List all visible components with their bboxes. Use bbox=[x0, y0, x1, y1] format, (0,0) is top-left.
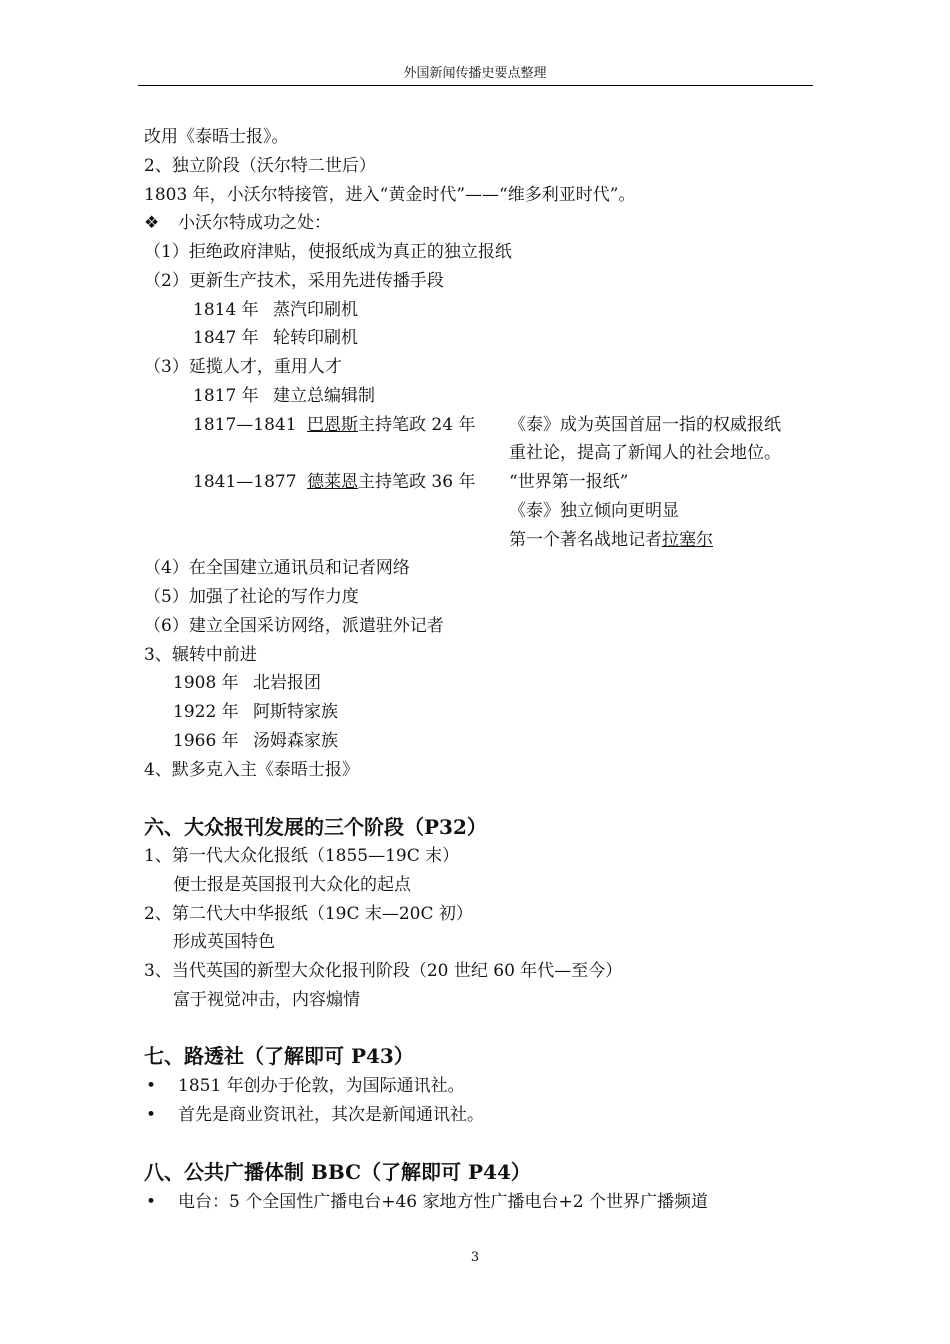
list-item: 首先是商业资讯社，其次是新闻通讯社。 bbox=[178, 1105, 484, 1125]
note-text: 第一个著名战地记者 bbox=[509, 530, 662, 550]
text-line: 便士报是英国报刊大众化的起点 bbox=[173, 875, 411, 895]
text-line: 改用《泰晤士报》。 bbox=[144, 127, 289, 147]
text-line: （5）加强了社论的写作力度 bbox=[144, 587, 359, 607]
text-line: 建立总编辑制 bbox=[273, 386, 375, 406]
text-line: 小沃尔特成功之处： bbox=[178, 213, 331, 233]
note-text: “世界第一报纸” bbox=[509, 472, 629, 492]
header-title: 外国新闻传播史要点整理 bbox=[403, 66, 547, 81]
text-line: 4、默多克入主《泰晤士报》 bbox=[144, 760, 359, 780]
person-name: 拉塞尔 bbox=[662, 530, 713, 550]
section-heading: 七、路透社（了解即可 P43） bbox=[144, 1044, 414, 1068]
text-line: 轮转印刷机 bbox=[273, 328, 358, 348]
year-label: 1966 年 bbox=[173, 731, 239, 751]
text-line: （6）建立全国采访网络，派遣驻外记者 bbox=[144, 616, 444, 636]
note-text: 重社论，提高了新闻人的社会地位。 bbox=[509, 443, 781, 463]
text-fragment: 主持笔政 36 年 bbox=[358, 472, 476, 492]
person-name: 德莱恩 bbox=[307, 472, 358, 492]
note-text: 《泰》独立倾向更明显 bbox=[509, 501, 679, 521]
person-name: 巴恩斯 bbox=[307, 415, 358, 435]
text-line: 1803 年，小沃尔特接管，进入“黄金时代”——“维多利亚时代”。 bbox=[144, 185, 636, 205]
text-fragment: 主持笔政 24 年 bbox=[358, 415, 476, 435]
bullet-icon: • bbox=[146, 1076, 157, 1096]
text-line: （2）更新生产技术，采用先进传播手段 bbox=[144, 271, 444, 291]
header-rule bbox=[138, 85, 813, 86]
year-label: 1922 年 bbox=[173, 702, 239, 722]
year-label: 1908 年 bbox=[173, 673, 239, 693]
text-line: 2、独立阶段（沃尔特二世后） bbox=[144, 156, 376, 176]
note-text: 《泰》成为英国首屈一指的权威报纸 bbox=[509, 415, 781, 435]
text-line: （1）拒绝政府津贴，使报纸成为真正的独立报纸 bbox=[144, 242, 512, 262]
bullet-icon: • bbox=[146, 1105, 157, 1125]
text-line: （3）延揽人才，重用人才 bbox=[144, 357, 342, 377]
bullet-mark-icon: ❖ bbox=[144, 213, 160, 233]
text-line: 蒸汽印刷机 bbox=[273, 300, 358, 320]
section-heading: 八、公共广播体制 BBC（了解即可 P44） bbox=[144, 1160, 531, 1184]
text-line: 富于视觉冲击，内容煽情 bbox=[173, 990, 360, 1010]
year-label: 1817 年 bbox=[193, 386, 259, 406]
text-line: 2、第二代大中华报纸（19C 末—20C 初） bbox=[144, 904, 473, 924]
year-label: 1814 年 bbox=[193, 300, 259, 320]
text-line: 3、辗转中前进 bbox=[144, 645, 257, 665]
text-line: 汤姆森家族 bbox=[253, 731, 338, 751]
year-range: 1817—1841 bbox=[193, 415, 297, 435]
bullet-icon: • bbox=[146, 1192, 157, 1212]
section-heading: 六、大众报刊发展的三个阶段（P32） bbox=[144, 815, 487, 839]
page-number: 3 bbox=[470, 1250, 480, 1265]
list-item: 1851 年创办于伦敦，为国际通讯社。 bbox=[178, 1076, 465, 1096]
year-range: 1841—1877 bbox=[193, 472, 297, 492]
text-line: 1、第一代大众化报纸（1855—19C 末） bbox=[144, 846, 460, 866]
list-item: 电台：5 个全国性广播电台+46 家地方性广播电台+2 个世界广播频道 bbox=[178, 1192, 708, 1212]
text-line: 阿斯特家族 bbox=[253, 702, 338, 722]
text-line: 北岩报团 bbox=[253, 673, 321, 693]
text-line: 3、当代英国的新型大众化报刊阶段（20 世纪 60 年代—至今） bbox=[144, 961, 623, 981]
text-line: （4）在全国建立通讯员和记者网络 bbox=[144, 558, 410, 578]
year-label: 1847 年 bbox=[193, 328, 259, 348]
text-line: 形成英国特色 bbox=[173, 932, 275, 952]
